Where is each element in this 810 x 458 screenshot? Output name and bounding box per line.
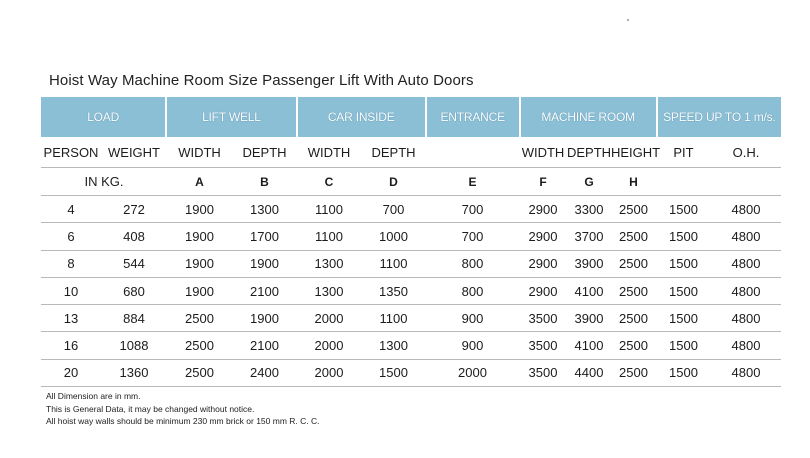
table-cell: 900 [461, 338, 484, 354]
table-cell: 544 [123, 256, 145, 272]
table-cell: 20 [63, 365, 79, 381]
col-car-width: WIDTH [307, 144, 351, 160]
table-cell: 408 [123, 228, 145, 244]
table-cell: 2500 [185, 365, 214, 381]
table-cell: 2500 [619, 365, 648, 381]
table-cell: 2100 [250, 283, 279, 299]
col-machine-depth: DEPTH [567, 144, 612, 160]
col-weight: WEIGHT [108, 144, 160, 160]
col-pit: PIT [673, 144, 694, 160]
table-cell: 2900 [528, 228, 558, 244]
table-cell: 2000 [314, 365, 344, 381]
letter-g: G [584, 174, 594, 189]
table-row [41, 305, 781, 332]
table-cell: 2500 [619, 201, 648, 217]
table-cell: 16 [63, 338, 79, 354]
table-cell: 3900 [574, 310, 604, 326]
table-cell: 1700 [250, 228, 279, 244]
table-cell: 1088 [119, 338, 149, 354]
table-cell: 10 [63, 283, 79, 299]
table-cell: 2500 [619, 283, 648, 299]
table-cell: 2900 [528, 201, 558, 217]
table-row [41, 223, 781, 250]
letter-d: D [389, 174, 398, 189]
group-speed: SPEED UP TO 1 m/s. [663, 110, 776, 124]
table-cell: 2000 [314, 338, 344, 354]
table-cell: 1500 [669, 228, 698, 244]
table-cell: 1300 [314, 283, 344, 299]
table-cell: 1500 [669, 201, 698, 217]
table-cell: 272 [123, 201, 145, 217]
table-cell: 1900 [250, 310, 279, 326]
table-cell: 3700 [574, 228, 604, 244]
table-cell: 1360 [119, 365, 149, 381]
table-cell: 1900 [185, 283, 214, 299]
table-cell: 1500 [669, 338, 698, 354]
table-cell: 2900 [528, 283, 558, 299]
table-cell: 1100 [315, 201, 343, 217]
page-title: Hoist Way Machine Room Size Passenger Lift With Auto Doors [49, 72, 474, 89]
table-cell: 2500 [185, 310, 214, 326]
table-cell: 3500 [528, 365, 558, 381]
table-cell: 1100 [379, 256, 408, 272]
table-cell: 1500 [669, 256, 698, 272]
col-machine-width: WIDTH [521, 144, 565, 160]
group-car-inside: CAR INSIDE [298, 97, 427, 137]
table-cell: 700 [461, 228, 484, 244]
table-cell: 1300 [379, 338, 408, 354]
table-body [41, 196, 781, 387]
unit-label: IN KG. [84, 174, 124, 189]
table-cell: 2000 [314, 310, 344, 326]
table-cell: 1500 [669, 283, 698, 299]
table-cell: 6 [67, 228, 75, 244]
group-machine-room: MACHINE ROOM [521, 97, 658, 137]
table-cell: 2500 [185, 338, 214, 354]
table-cell: 3500 [528, 338, 558, 354]
table-row [41, 196, 781, 223]
col-person: PERSON [43, 144, 99, 160]
table-row [41, 332, 781, 359]
table-cell: 2100 [250, 338, 279, 354]
group-load: LOAD [41, 97, 167, 137]
table-cell: 4800 [731, 310, 761, 326]
table-cell: 8 [67, 256, 75, 272]
table-row [41, 278, 781, 305]
table-cell: 1350 [379, 283, 408, 299]
table-cell: 3300 [574, 201, 604, 217]
table-cell: 2500 [619, 256, 648, 272]
table-cell: 700 [382, 201, 405, 217]
group-lift-well: LIFT WELL [167, 97, 297, 137]
table-cell: 4800 [731, 201, 761, 217]
table-row [41, 251, 781, 278]
col-liftwell-width: WIDTH [178, 144, 221, 160]
table-cell: 4800 [731, 228, 761, 244]
table-cell: 2500 [619, 338, 648, 354]
table-cell: 13 [63, 310, 79, 326]
notes [46, 390, 320, 428]
table-cell: 1500 [669, 310, 698, 326]
letter-b: B [260, 174, 269, 189]
table-cell: 1500 [669, 365, 698, 381]
table-cell: 4 [67, 201, 75, 217]
table-cell: 2500 [619, 310, 648, 326]
table-cell: 1000 [379, 228, 408, 244]
note-line: This is General Data, it may be changed without notice. [46, 403, 255, 414]
table-cell: 4800 [731, 283, 761, 299]
col-machine-height: HEIGHT [611, 144, 661, 160]
letter-h: H [629, 174, 638, 189]
table-cell: 1900 [185, 201, 214, 217]
table-cell: 680 [123, 283, 145, 299]
table-cell: 800 [461, 256, 484, 272]
lift-size-table [41, 97, 781, 387]
table-cell: 800 [461, 283, 484, 299]
table-cell: 3500 [528, 310, 558, 326]
letter-e: E [468, 174, 477, 189]
group-entrance: ENTRANCE [427, 97, 521, 137]
letter-f: F [539, 174, 547, 189]
letter-a: A [195, 174, 204, 189]
letter-row [41, 168, 781, 196]
table-cell: 2400 [250, 365, 279, 381]
table-cell: 1900 [250, 256, 279, 272]
table-row [41, 360, 781, 387]
table-cell: 4100 [574, 283, 604, 299]
table-cell: 1500 [379, 365, 408, 381]
table-cell: 4800 [731, 365, 761, 381]
column-header-row [41, 137, 781, 168]
table-cell: 2000 [458, 365, 487, 381]
table-cell: 4800 [731, 338, 761, 354]
table-cell: 4400 [574, 365, 604, 381]
table-cell: 4800 [731, 256, 761, 272]
table-cell: 1300 [314, 256, 344, 272]
table-cell: 3900 [574, 256, 604, 272]
note-line: All Dimension are in mm. [46, 391, 141, 401]
table-cell: 1900 [185, 256, 214, 272]
table-cell: 884 [123, 310, 145, 326]
table-cell: 1100 [315, 228, 343, 244]
group-header-band [41, 97, 781, 137]
letter-c: C [324, 174, 334, 189]
table-cell: 1100 [379, 310, 408, 326]
col-liftwell-depth: DEPTH [242, 144, 287, 160]
table-cell: 1900 [185, 228, 214, 244]
note-line: All hoist way walls should be minimum 230 mm brick or 150 mm R. C. C. [46, 416, 320, 426]
col-car-depth: DEPTH [371, 144, 416, 160]
speck [627, 19, 629, 21]
table-cell: 1300 [250, 201, 279, 217]
table-cell: 2900 [528, 256, 558, 272]
table-cell: 4100 [574, 338, 604, 354]
col-oh: O.H. [732, 144, 760, 160]
table-cell: 700 [461, 201, 484, 217]
table-cell: 900 [461, 310, 484, 326]
table-cell: 2500 [619, 228, 648, 244]
